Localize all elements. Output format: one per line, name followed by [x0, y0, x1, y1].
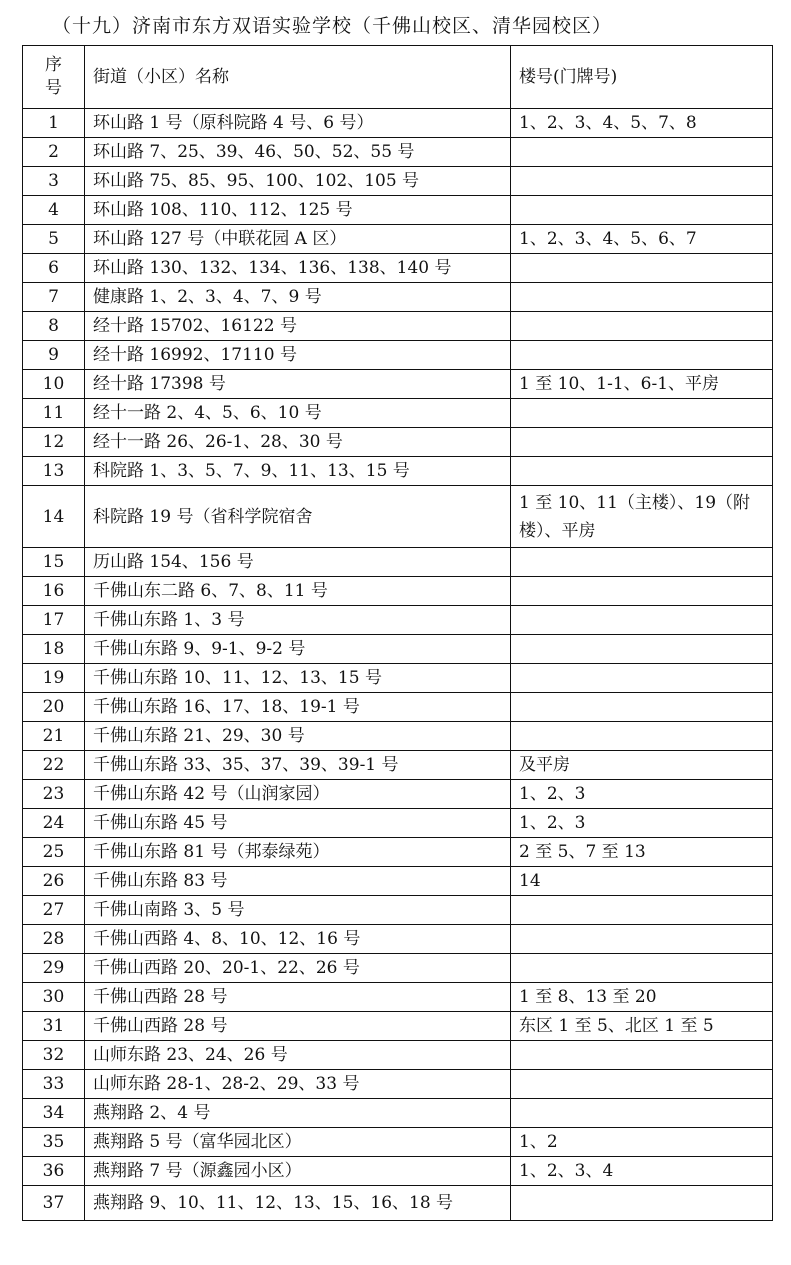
row-street-name: 燕翔路 2、4 号: [85, 1099, 511, 1128]
row-building-numbers: [511, 606, 773, 635]
row-street-name: 历山路 154、156 号: [85, 548, 511, 577]
row-building-numbers: [511, 254, 773, 283]
row-index: 14: [23, 486, 85, 548]
row-building-numbers: [511, 664, 773, 693]
row-street-name: 环山路 127 号（中联花园 A 区）: [85, 225, 511, 254]
row-index: 34: [23, 1099, 85, 1128]
row-building-numbers: [511, 1070, 773, 1099]
row-street-name: 经十一路 2、4、5、6、10 号: [85, 399, 511, 428]
row-street-name: 千佛山东路 45 号: [85, 809, 511, 838]
row-building-numbers: 1、2、3: [511, 809, 773, 838]
row-street-name: 燕翔路 7 号（源鑫园小区）: [85, 1157, 511, 1186]
table-row: [23, 954, 773, 983]
row-index: 33: [23, 1070, 85, 1099]
table-row: [23, 664, 773, 693]
row-street-name: 千佛山东路 1、3 号: [85, 606, 511, 635]
table-row: [23, 1012, 773, 1041]
table-row: [23, 838, 773, 867]
row-index: 1: [23, 109, 85, 138]
row-index: 29: [23, 954, 85, 983]
row-index: 4: [23, 196, 85, 225]
row-index: 37: [23, 1186, 85, 1221]
row-street-name: 千佛山东二路 6、7、8、11 号: [85, 577, 511, 606]
row-street-name: 千佛山东路 83 号: [85, 867, 511, 896]
row-building-numbers: 1 至 10、11（主楼）、19（附楼）、平房: [511, 486, 773, 548]
row-street-name: 经十路 17398 号: [85, 370, 511, 399]
row-index: 28: [23, 925, 85, 954]
row-building-numbers: [511, 954, 773, 983]
table-row: [23, 341, 773, 370]
row-street-name: 千佛山西路 28 号: [85, 1012, 511, 1041]
table-row: [23, 548, 773, 577]
header-street: 街道（小区）名称: [85, 46, 511, 109]
row-index: 24: [23, 809, 85, 838]
table-row: [23, 896, 773, 925]
table-row: [23, 254, 773, 283]
row-street-name: 经十路 16992、17110 号: [85, 341, 511, 370]
table-row: [23, 428, 773, 457]
row-index: 26: [23, 867, 85, 896]
row-building-numbers: [511, 693, 773, 722]
row-street-name: 燕翔路 5 号（富华园北区）: [85, 1128, 511, 1157]
row-index: 3: [23, 167, 85, 196]
row-index: 15: [23, 548, 85, 577]
table-row: [23, 486, 773, 548]
row-index: 19: [23, 664, 85, 693]
row-building-numbers: 东区 1 至 5、北区 1 至 5: [511, 1012, 773, 1041]
row-index: 27: [23, 896, 85, 925]
row-building-numbers: [511, 283, 773, 312]
row-index: 36: [23, 1157, 85, 1186]
table-row: [23, 196, 773, 225]
table-row: [23, 370, 773, 399]
row-index: 13: [23, 457, 85, 486]
row-building-numbers: [511, 722, 773, 751]
table-row: [23, 225, 773, 254]
row-building-numbers: 1、2、3、4、5、7、8: [511, 109, 773, 138]
table-row: [23, 457, 773, 486]
table-row: [23, 867, 773, 896]
row-index: 10: [23, 370, 85, 399]
table-header-row: [23, 46, 773, 109]
table-row: [23, 693, 773, 722]
row-index: 22: [23, 751, 85, 780]
row-street-name: 经十一路 26、26-1、28、30 号: [85, 428, 511, 457]
table-row: [23, 751, 773, 780]
row-building-numbers: 1、2: [511, 1128, 773, 1157]
row-street-name: 千佛山东路 21、29、30 号: [85, 722, 511, 751]
header-index: [23, 46, 85, 109]
row-index: 32: [23, 1041, 85, 1070]
row-building-numbers: [511, 167, 773, 196]
table-row: [23, 1186, 773, 1221]
row-index: 18: [23, 635, 85, 664]
row-building-numbers: [511, 1186, 773, 1221]
row-building-numbers: 1 至 8、13 至 20: [511, 983, 773, 1012]
row-street-name: 千佛山东路 9、9-1、9-2 号: [85, 635, 511, 664]
row-street-name: 环山路 130、132、134、136、138、140 号: [85, 254, 511, 283]
row-street-name: 健康路 1、2、3、4、7、9 号: [85, 283, 511, 312]
row-building-numbers: [511, 399, 773, 428]
table-row: [23, 1128, 773, 1157]
table-row: [23, 109, 773, 138]
page-title: （十九）济南市东方双语实验学校（千佛山校区、清华园校区）: [52, 15, 613, 37]
row-building-numbers: [511, 312, 773, 341]
table-row: [23, 983, 773, 1012]
row-index: 6: [23, 254, 85, 283]
row-building-numbers: 及平房: [511, 751, 773, 780]
table-row: [23, 399, 773, 428]
row-building-numbers: [511, 196, 773, 225]
row-street-name: 千佛山东路 10、11、12、13、15 号: [85, 664, 511, 693]
row-index: 31: [23, 1012, 85, 1041]
row-street-name: 千佛山西路 4、8、10、12、16 号: [85, 925, 511, 954]
table-row: [23, 722, 773, 751]
row-street-name: 燕翔路 9、10、11、12、13、15、16、18 号: [85, 1186, 511, 1221]
row-index: 25: [23, 838, 85, 867]
row-street-name: 环山路 7、25、39、46、50、52、55 号: [85, 138, 511, 167]
row-index: 35: [23, 1128, 85, 1157]
table-row: [23, 577, 773, 606]
row-building-numbers: 14: [511, 867, 773, 896]
row-index: 7: [23, 283, 85, 312]
row-building-numbers: [511, 548, 773, 577]
row-building-numbers: [511, 457, 773, 486]
row-building-numbers: [511, 925, 773, 954]
row-street-name: 科院路 19 号（省科学院宿舍: [85, 486, 511, 548]
row-index: 12: [23, 428, 85, 457]
table-row: [23, 1157, 773, 1186]
row-street-name: 山师东路 23、24、26 号: [85, 1041, 511, 1070]
table-row: [23, 1099, 773, 1128]
row-street-name: 千佛山东路 42 号（山润家园）: [85, 780, 511, 809]
row-building-numbers: 1 至 10、1-1、6-1、平房: [511, 370, 773, 399]
row-index: 30: [23, 983, 85, 1012]
row-street-name: 千佛山南路 3、5 号: [85, 896, 511, 925]
row-building-numbers: [511, 1041, 773, 1070]
header-index-line1: 序: [45, 55, 62, 75]
table-row: [23, 1070, 773, 1099]
row-index: 2: [23, 138, 85, 167]
row-street-name: 千佛山西路 20、20-1、22、26 号: [85, 954, 511, 983]
row-index: 9: [23, 341, 85, 370]
row-building-numbers: [511, 635, 773, 664]
row-building-numbers: [511, 896, 773, 925]
row-street-name: 科院路 1、3、5、7、9、11、13、15 号: [85, 457, 511, 486]
row-building-numbers: 1、2、3、4、5、6、7: [511, 225, 773, 254]
row-index: 8: [23, 312, 85, 341]
row-index: 11: [23, 399, 85, 428]
row-street-name: 经十路 15702、16122 号: [85, 312, 511, 341]
table-row: [23, 138, 773, 167]
table-row: [23, 780, 773, 809]
header-building: 楼号(门牌号): [511, 46, 773, 109]
row-index: 20: [23, 693, 85, 722]
row-building-numbers: [511, 1099, 773, 1128]
school-district-table: [22, 45, 773, 1221]
table-row: [23, 635, 773, 664]
row-street-name: 千佛山西路 28 号: [85, 983, 511, 1012]
row-index: 5: [23, 225, 85, 254]
row-street-name: 千佛山东路 16、17、18、19-1 号: [85, 693, 511, 722]
row-street-name: 环山路 1 号（原科院路 4 号、6 号）: [85, 109, 511, 138]
row-building-numbers: [511, 138, 773, 167]
row-building-numbers: [511, 341, 773, 370]
row-index: 16: [23, 577, 85, 606]
header-index-line2: 号: [45, 78, 62, 98]
row-street-name: 环山路 75、85、95、100、102、105 号: [85, 167, 511, 196]
row-building-numbers: 2 至 5、7 至 13: [511, 838, 773, 867]
row-index: 23: [23, 780, 85, 809]
row-index: 17: [23, 606, 85, 635]
row-street-name: 环山路 108、110、112、125 号: [85, 196, 511, 225]
table-row: [23, 809, 773, 838]
table-row: [23, 312, 773, 341]
row-street-name: 山师东路 28-1、28-2、29、33 号: [85, 1070, 511, 1099]
row-index: 21: [23, 722, 85, 751]
row-building-numbers: 1、2、3: [511, 780, 773, 809]
row-building-numbers: 1、2、3、4: [511, 1157, 773, 1186]
table-row: [23, 1041, 773, 1070]
row-street-name: 千佛山东路 81 号（邦泰绿苑）: [85, 838, 511, 867]
row-street-name: 千佛山东路 33、35、37、39、39-1 号: [85, 751, 511, 780]
table-row: [23, 606, 773, 635]
table-row: [23, 167, 773, 196]
table-row: [23, 925, 773, 954]
row-building-numbers: [511, 428, 773, 457]
row-building-numbers: [511, 577, 773, 606]
table-row: [23, 283, 773, 312]
